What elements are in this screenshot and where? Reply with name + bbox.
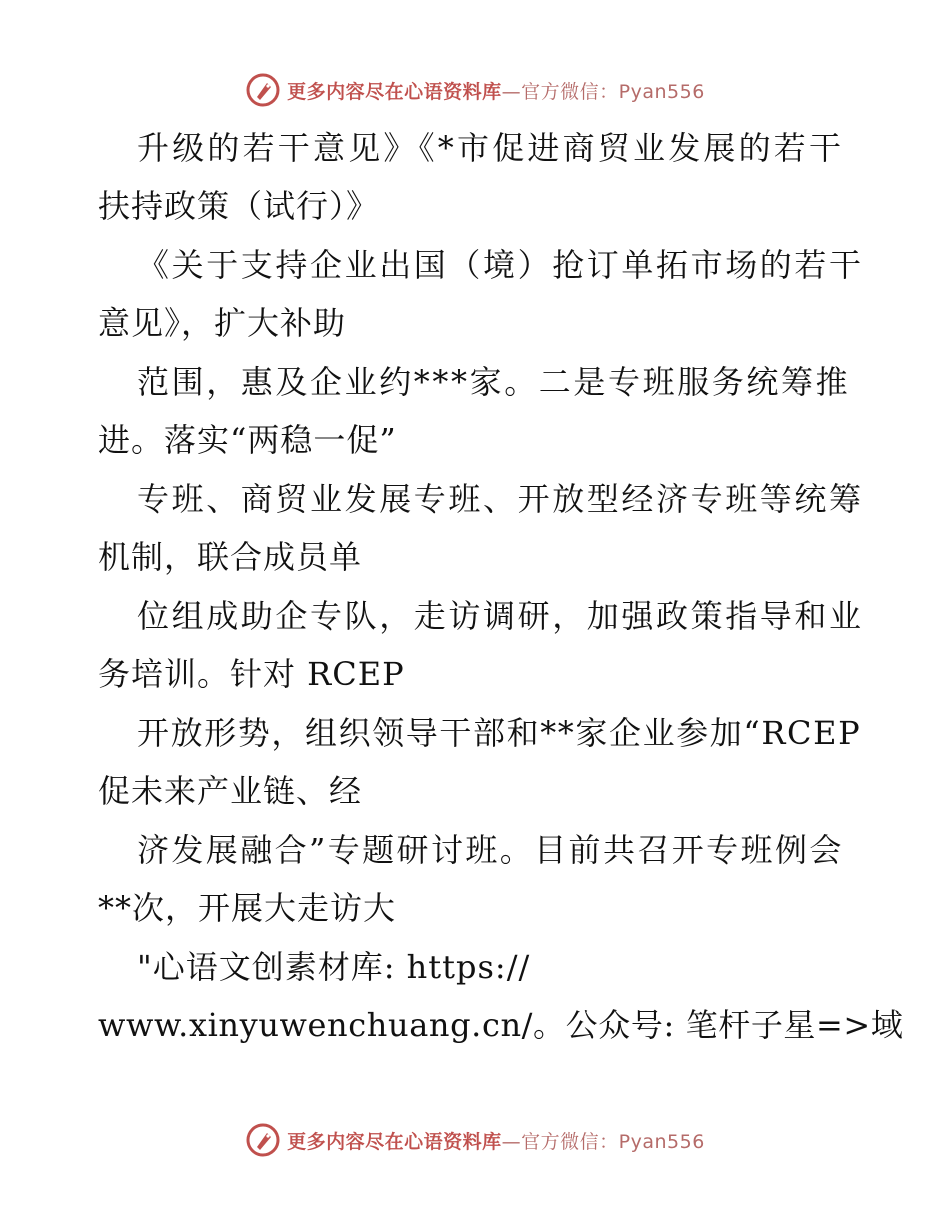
pen-nib-logo-icon <box>245 1122 281 1158</box>
body-line: 务培训。针对 RCEP <box>98 655 405 693</box>
body-line: "心语文创素材库: https:// <box>137 948 531 986</box>
body-line: 专班、商贸业发展专班、开放型经济专班等统筹 <box>137 480 864 518</box>
body-line: **次，开展大走访大 <box>98 889 397 927</box>
body-line: 扶持政策（试行）》 <box>98 187 380 225</box>
body-line-url: www.xinyuwenchuang.cn/。公众号: 笔杆子星=>域 <box>98 1006 904 1044</box>
body-line: 范围，惠及企业约***家。二是专班服务统筹推 <box>137 363 851 401</box>
pen-nib-logo-icon <box>245 72 281 108</box>
page-header-watermark <box>0 70 950 110</box>
header-brand: 更多内容尽在心语资料库 <box>287 80 502 103</box>
body-line: 开放形势，组织领导干部和**家企业参加“RCEP <box>137 714 862 752</box>
body-line: 位组成助企专队，走访调研，加强政策指导和业 <box>137 597 864 635</box>
body-line: 济发展融合”专题研讨班。目前共召开专班例会 <box>137 831 844 869</box>
body-line: 《关于支持企业出国（境）抢订单拓市场的若干 <box>137 246 864 284</box>
body-line: 进。落实“两稳一促” <box>98 421 397 459</box>
header-brand-text <box>287 77 705 104</box>
footer-wechat: 官方微信：Pyan556 <box>521 1130 705 1153</box>
header-separator: — <box>501 80 522 103</box>
body-line: 机制，联合成员单 <box>98 538 363 576</box>
body-line: 升级的若干意见》《*市促进商贸业发展的若干 <box>137 129 845 167</box>
body-line: 促未来产业链、经 <box>98 772 363 810</box>
page-footer-watermark <box>0 1120 950 1160</box>
footer-separator: — <box>501 1130 522 1153</box>
body-line: 意见》，扩大补助 <box>98 304 347 342</box>
footer-brand: 更多内容尽在心语资料库 <box>287 1130 502 1153</box>
footer-brand-text <box>287 1127 705 1154</box>
header-wechat: 官方微信：Pyan556 <box>521 80 705 103</box>
